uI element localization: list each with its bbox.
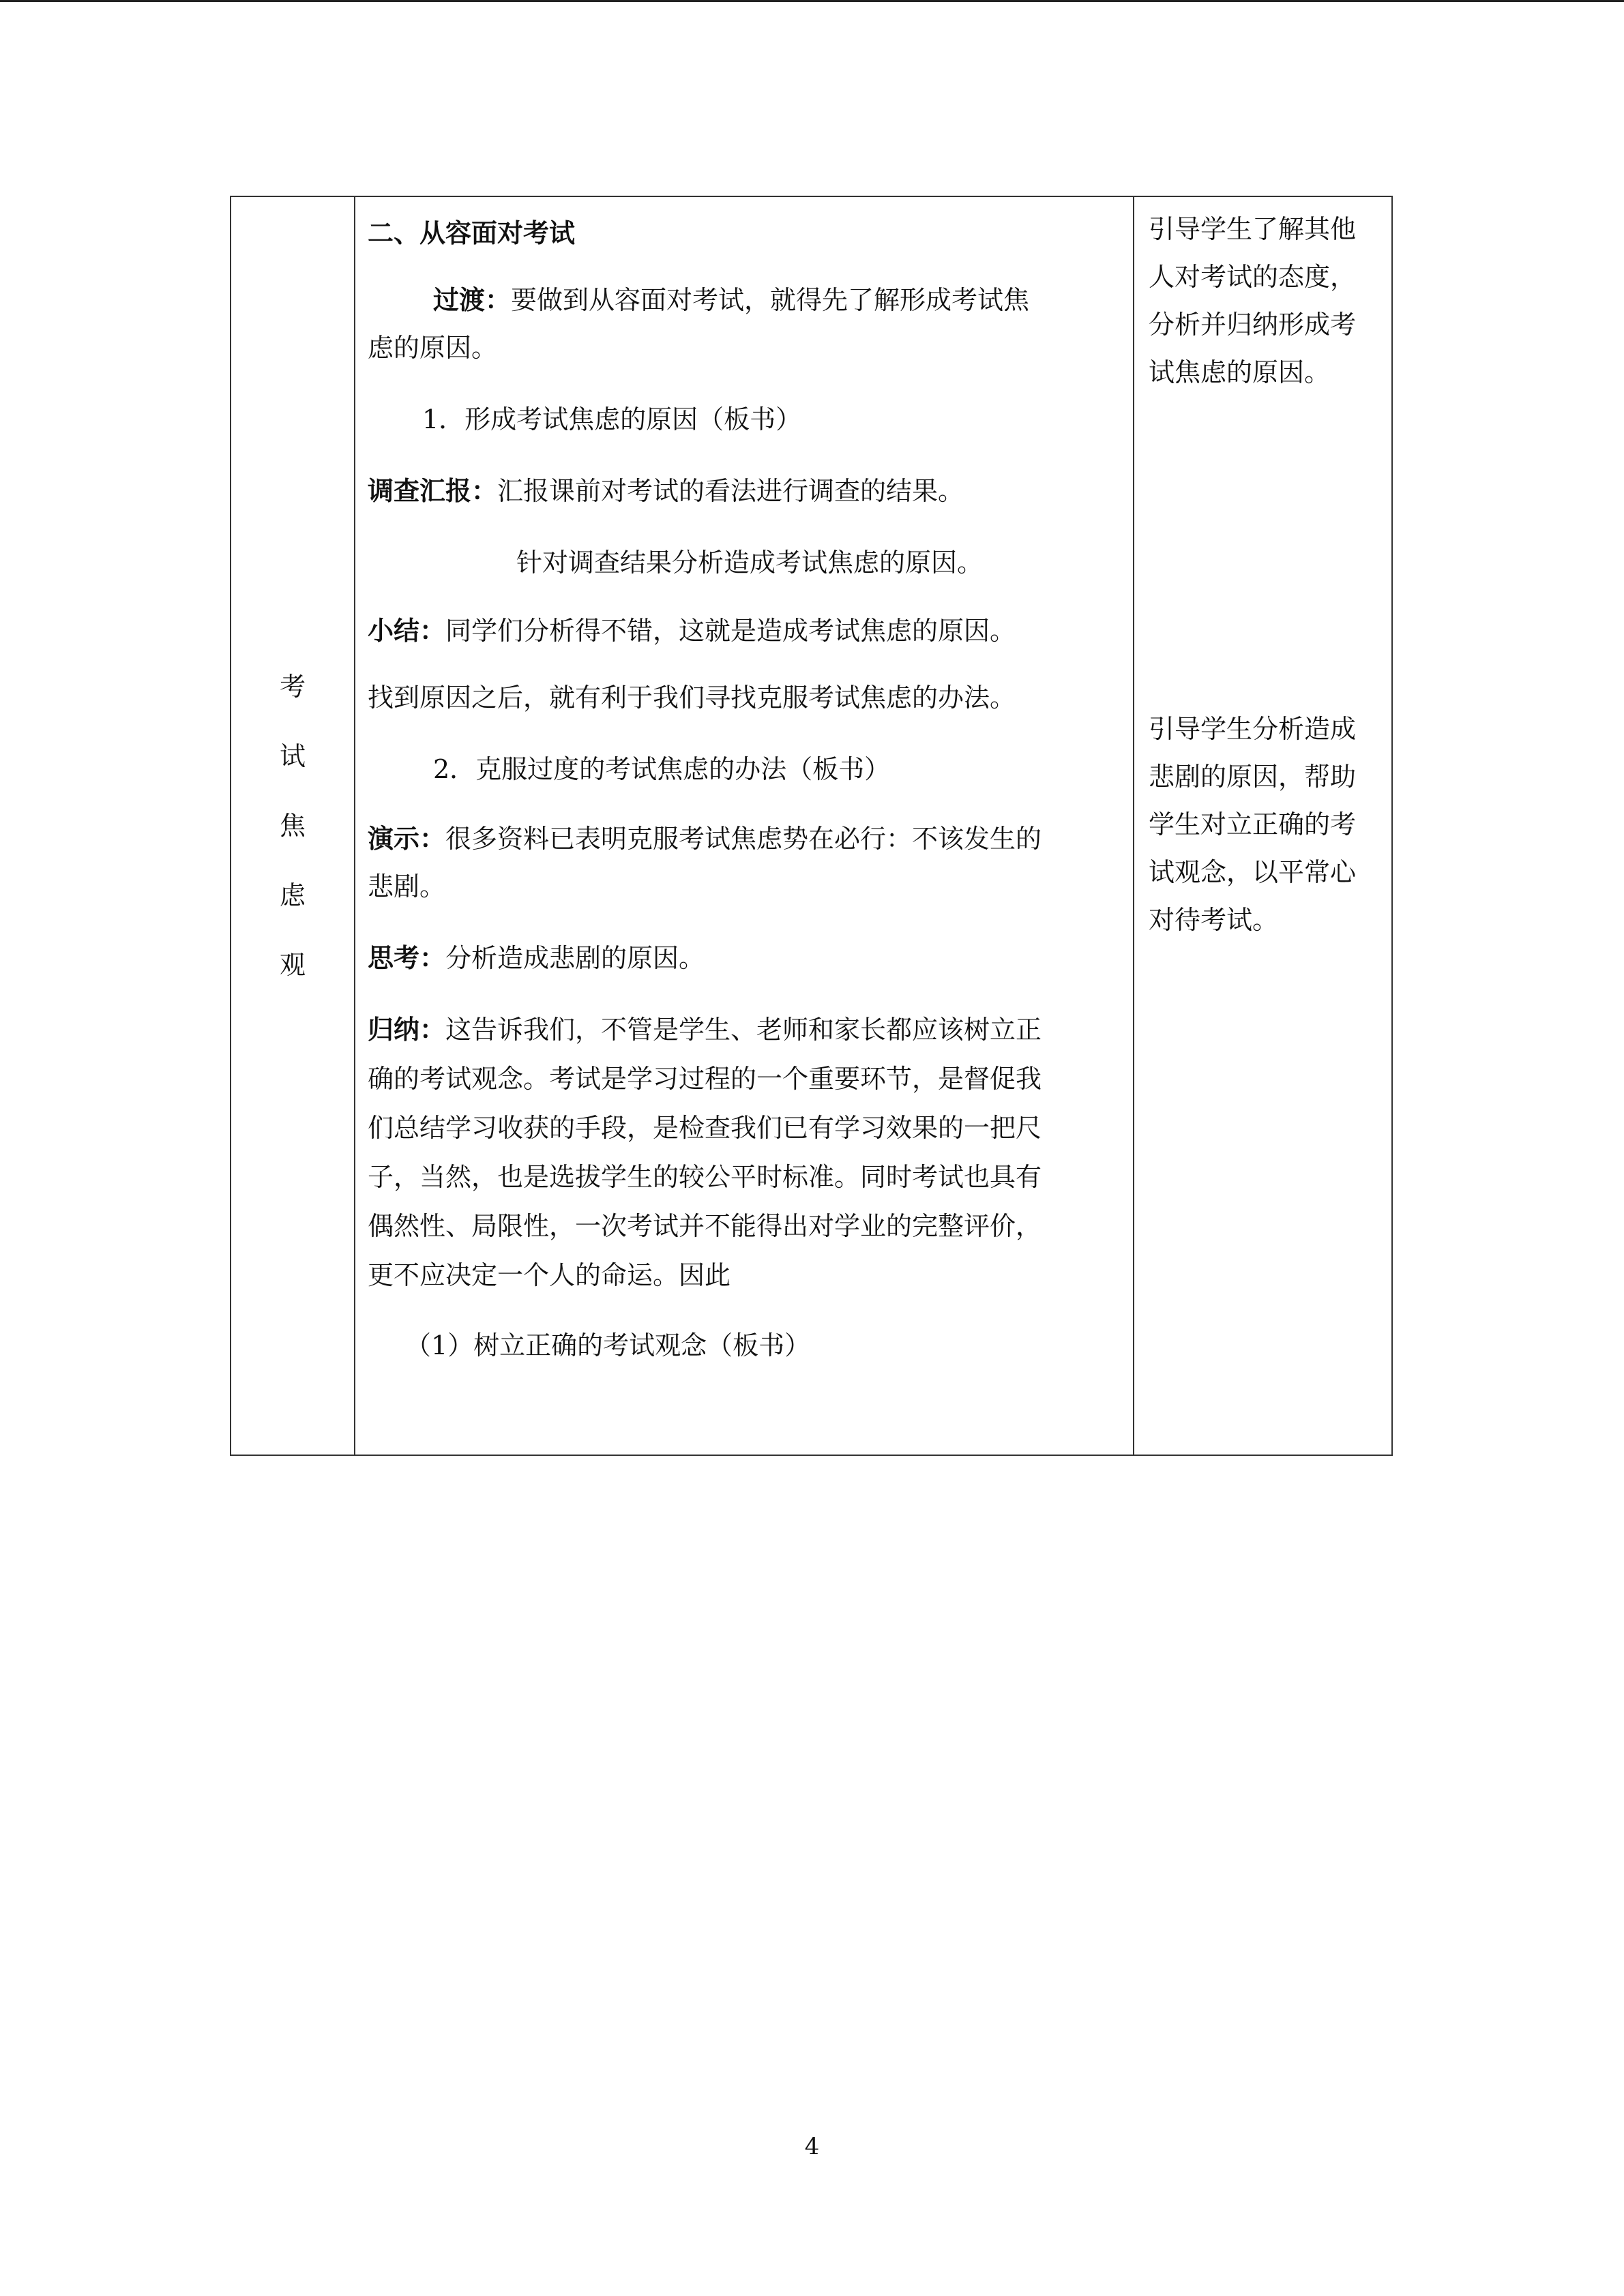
transition-label: 过渡： xyxy=(433,284,512,315)
note-line: 引导学生分析造成 xyxy=(1149,714,1357,744)
conclude-line6: 更不应决定一个人的命运。因此 xyxy=(368,1260,731,1290)
sub1-title: （1）树立正确的考试观念（板书） xyxy=(405,1330,811,1360)
summary-label: 小结： xyxy=(368,615,446,646)
think-text: 分析造成悲剧的原因。 xyxy=(445,943,705,973)
demo-label: 演示： xyxy=(368,823,446,854)
topic-column xyxy=(231,197,354,1455)
transition-paragraph xyxy=(433,279,1029,316)
conclude-line4: 子，当然，也是选拔学生的较公平时标准。同时考试也具有 xyxy=(368,1162,1042,1192)
conclude-line2: 确的考试观念。考试是学习过程的一个重要环节，是督促我 xyxy=(368,1064,1042,1094)
note-line: 人对考试的态度， xyxy=(1149,262,1357,292)
summary-line2: 找到原因之后，就有利于我们寻找克服考试焦虑的办法。 xyxy=(368,683,1016,713)
topic-char: 观 xyxy=(279,950,306,980)
conclude-line5: 偶然性、局限性，一次考试并不能得出对学业的完整评价， xyxy=(368,1211,1042,1241)
think-label: 思考： xyxy=(368,942,446,973)
think-paragraph xyxy=(368,937,705,974)
conclude-line3: 们总结学习收获的手段，是检查我们已有学习效果的一把尺 xyxy=(368,1113,1042,1143)
conclude-paragraph xyxy=(368,1009,1042,1046)
survey-text: 汇报课前对考试的看法进行调查的结果。 xyxy=(497,476,964,506)
summary-paragraph xyxy=(368,610,1016,647)
page-number: 4 xyxy=(804,2133,820,2160)
note-line: 学生对立正确的考 xyxy=(1149,809,1357,839)
conclude-text: 这告诉我们，不管是学生、老师和家长都应该树立正 xyxy=(445,1015,1042,1045)
demo-text: 很多资料已表明克服考试焦虑势在必行：不该发生的 xyxy=(445,824,1042,854)
note-block-2 xyxy=(1149,705,1381,944)
summary-text: 同学们分析得不错，这就是造成考试焦虑的原因。 xyxy=(445,616,1016,646)
note-line: 分析并归纳形成考 xyxy=(1149,310,1357,340)
topic-char: 焦 xyxy=(279,811,306,841)
survey-paragraph xyxy=(368,470,964,507)
analysis-text: 针对调查结果分析造成考试焦虑的原因。 xyxy=(516,548,984,578)
survey-label: 调查汇报： xyxy=(368,475,498,506)
topic-char: 试 xyxy=(279,741,306,771)
lesson-table xyxy=(230,196,1393,1456)
note-line: 试焦虑的原因。 xyxy=(1149,357,1331,387)
demo-line2: 悲剧。 xyxy=(368,871,446,901)
note-line: 对待考试。 xyxy=(1149,905,1279,935)
demo-paragraph xyxy=(368,818,1042,855)
transition-line2: 虑的原因。 xyxy=(368,333,498,363)
transition-text: 要做到从容面对考试，就得先了解形成考试焦 xyxy=(511,285,1030,315)
item1-title: 1．形成考试焦虑的原因（板书） xyxy=(422,404,802,434)
column-divider-left xyxy=(354,197,355,1455)
note-line: 悲剧的原因，帮助 xyxy=(1149,762,1357,792)
note-block-1 xyxy=(1149,205,1381,396)
conclude-label: 归纳： xyxy=(368,1014,446,1045)
item2-title: 2．克服过度的考试焦虑的办法（板书） xyxy=(433,754,891,784)
column-divider-right xyxy=(1133,197,1134,1455)
section-title: 二、从容面对考试 xyxy=(368,218,576,248)
note-line: 试观念，以平常心 xyxy=(1149,857,1357,887)
top-border-line xyxy=(0,0,1624,2)
topic-char: 考 xyxy=(279,672,306,702)
topic-char: 虑 xyxy=(279,880,306,910)
note-line: 引导学生了解其他 xyxy=(1149,214,1357,244)
